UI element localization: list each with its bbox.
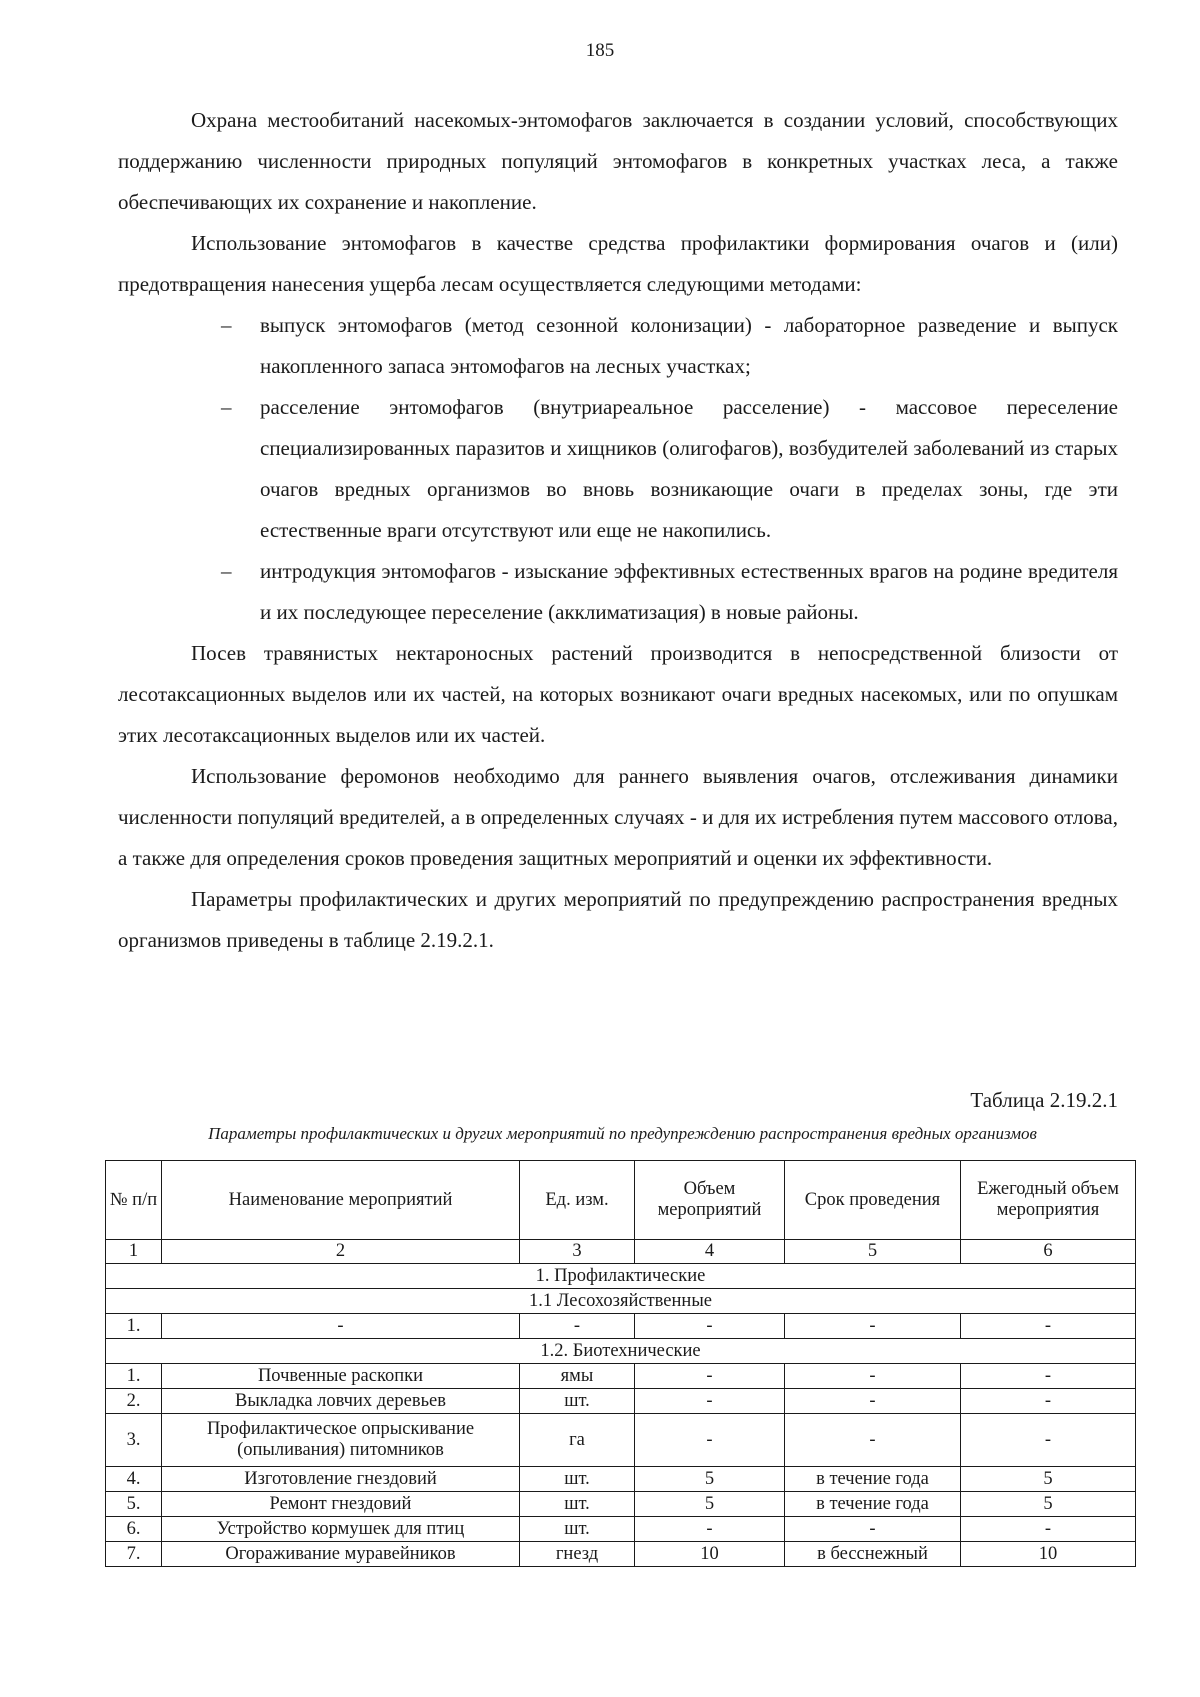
table-cell: гнезд [520,1542,635,1567]
table-caption: Параметры профилактических и других мероприятий по предупреждению распространения вредных организмов [208,1124,1037,1143]
list-item [118,551,1118,633]
table-cell: 1. [106,1364,162,1389]
table-cell: - [785,1314,961,1339]
page-number: 185 [585,40,615,61]
table-cell: 5. [106,1492,162,1517]
table-cell: 1 [106,1240,162,1264]
table-row [106,1517,1136,1542]
table-cell: 2 [162,1240,520,1264]
header-cell: Наименование мероприятий [162,1161,520,1240]
table-cell: Выкладка ловчих деревьев [162,1389,520,1414]
table-cell: 3. [106,1414,162,1467]
bullet-dash: – [221,313,232,337]
table-cell: 5 [961,1492,1136,1517]
table-cell: - [961,1364,1136,1389]
table-cell: 7. [106,1542,162,1567]
table-cell: - [961,1414,1136,1467]
table-cell: - [961,1517,1136,1542]
table-cell: Устройство кормушек для птиц [162,1517,520,1542]
paragraph: Посев травянистых нектароносных растений производится в непосредственной близости от лесотаксационных выделов или их частей, на которых возникают очаги вредных насекомых, или по опушкам этих лесотаксационных выделов или их частей. [118,641,1118,747]
table-cell: га [520,1414,635,1467]
table-cell: Огораживание муравейников [162,1542,520,1567]
table-cell: - [785,1414,961,1467]
table-cell: Профилактическое опрыскивание (опыливания) питомников [162,1414,520,1467]
table-cell: - [635,1389,785,1414]
subsection-row [106,1339,1136,1364]
subsection-title: 1.1 Лесохозяйственные [106,1289,1136,1314]
table-cell: - [635,1364,785,1389]
table-cell: 6. [106,1517,162,1542]
table-cell: в течение года [785,1467,961,1492]
table-cell: - [785,1389,961,1414]
subsection-title: 1.2. Биотехнические [106,1339,1136,1364]
header-cell: № п/п [106,1161,162,1240]
table-cell: шт. [520,1492,635,1517]
table-cell: - [961,1314,1136,1339]
paragraph: Использование феромонов необходимо для раннего выявления очагов, отслеживания динамики численности популяций вредителей, а в определенных случаях - и для их истребления путем массового отлова, а также для определения сроков проведения защитных мероприятий и оценки их эффективности. [118,764,1118,870]
table-row [106,1492,1136,1517]
table-cell: в бесснежный [785,1542,961,1567]
header-cell: Срок проведения [785,1161,961,1240]
table-cell: - [635,1314,785,1339]
table-cell: - [520,1314,635,1339]
table-cell: - [785,1517,961,1542]
bullet-dash: – [221,395,232,419]
table-row [106,1389,1136,1414]
list-item [118,387,1118,551]
table-cell: 10 [635,1542,785,1567]
subsection-row [106,1289,1136,1314]
list-item-text: расселение энтомофагов (внутриареальное расселение) - массовое переселение специализированных паразитов и хищников (олигофагов), возбудителей заболеваний из старых очагов вредных организмов во вновь возникающие очаги в пределах зоны, где эти естественные враги отсутствуют или еще не накопились. [260,395,1118,542]
list-item-text: интродукция энтомофагов - изыскание эффективных естественных врагов на родине вредителя и их последующее переселение (акклиматизация) в новые районы. [260,559,1118,624]
table-row [106,1364,1136,1389]
table-cell: 5 [635,1467,785,1492]
table-cell: 1. [106,1314,162,1339]
list-item-text: выпуск энтомофагов (метод сезонной колонизации) - лабораторное разведение и выпуск накопленного запаса энтомофагов на лесных участках; [260,313,1118,378]
table-cell: шт. [520,1517,635,1542]
table-row [106,1314,1136,1339]
table-cell: 5 [635,1492,785,1517]
table-cell: шт. [520,1467,635,1492]
table-cell: 4. [106,1467,162,1492]
table-cell: - [162,1314,520,1339]
paragraph: Использование энтомофагов в качестве средства профилактики формирования очагов и (или) предотвращения нанесения ущерба лесам осуществляется следующими методами: [118,231,1118,296]
table-cell: Ремонт гнездовий [162,1492,520,1517]
table-cell: 10 [961,1542,1136,1567]
table-cell: Почвенные раскопки [162,1364,520,1389]
table-cell: шт. [520,1389,635,1414]
list-item [118,305,1118,387]
method-list [118,305,1118,633]
table-header-row [106,1161,1136,1240]
table-cell: 6 [961,1240,1136,1264]
table-label: Таблица 2.19.2.1 [970,1088,1118,1112]
paragraph: Параметры профилактических и других мероприятий по предупреждению распространения вредных организмов приведены в таблице 2.19.2.1. [118,887,1118,952]
table-cell: Изготовление гнездовий [162,1467,520,1492]
header-cell: Ежегодный объем мероприятия [961,1161,1136,1240]
table-cell: 5 [785,1240,961,1264]
table-cell: - [635,1414,785,1467]
table-row [106,1414,1136,1467]
table-cell: 3 [520,1240,635,1264]
table-cell: - [961,1389,1136,1414]
table-cell: 5 [961,1467,1136,1492]
body-text-top [118,100,1118,961]
column-number-row [106,1240,1136,1264]
measures-table [105,1160,1136,1567]
table-cell: ямы [520,1364,635,1389]
header-cell: Объем мероприятий [635,1161,785,1240]
table-cell: - [635,1517,785,1542]
table-cell: 4 [635,1240,785,1264]
table-cell: в течение года [785,1492,961,1517]
section-row [106,1264,1136,1289]
table-row [106,1467,1136,1492]
paragraph: Охрана местообитаний насекомых-энтомофагов заключается в создании условий, способствующих поддержанию численности природных популяций энтомофагов в конкретных участках леса, а также обеспечивающих их сохранение и накопление. [118,108,1118,214]
section-title: 1. Профилактические [106,1264,1136,1289]
table-cell: - [785,1364,961,1389]
header-cell: Ед. изм. [520,1161,635,1240]
table-row [106,1542,1136,1567]
table-cell: 2. [106,1389,162,1414]
bullet-dash: – [221,559,232,583]
